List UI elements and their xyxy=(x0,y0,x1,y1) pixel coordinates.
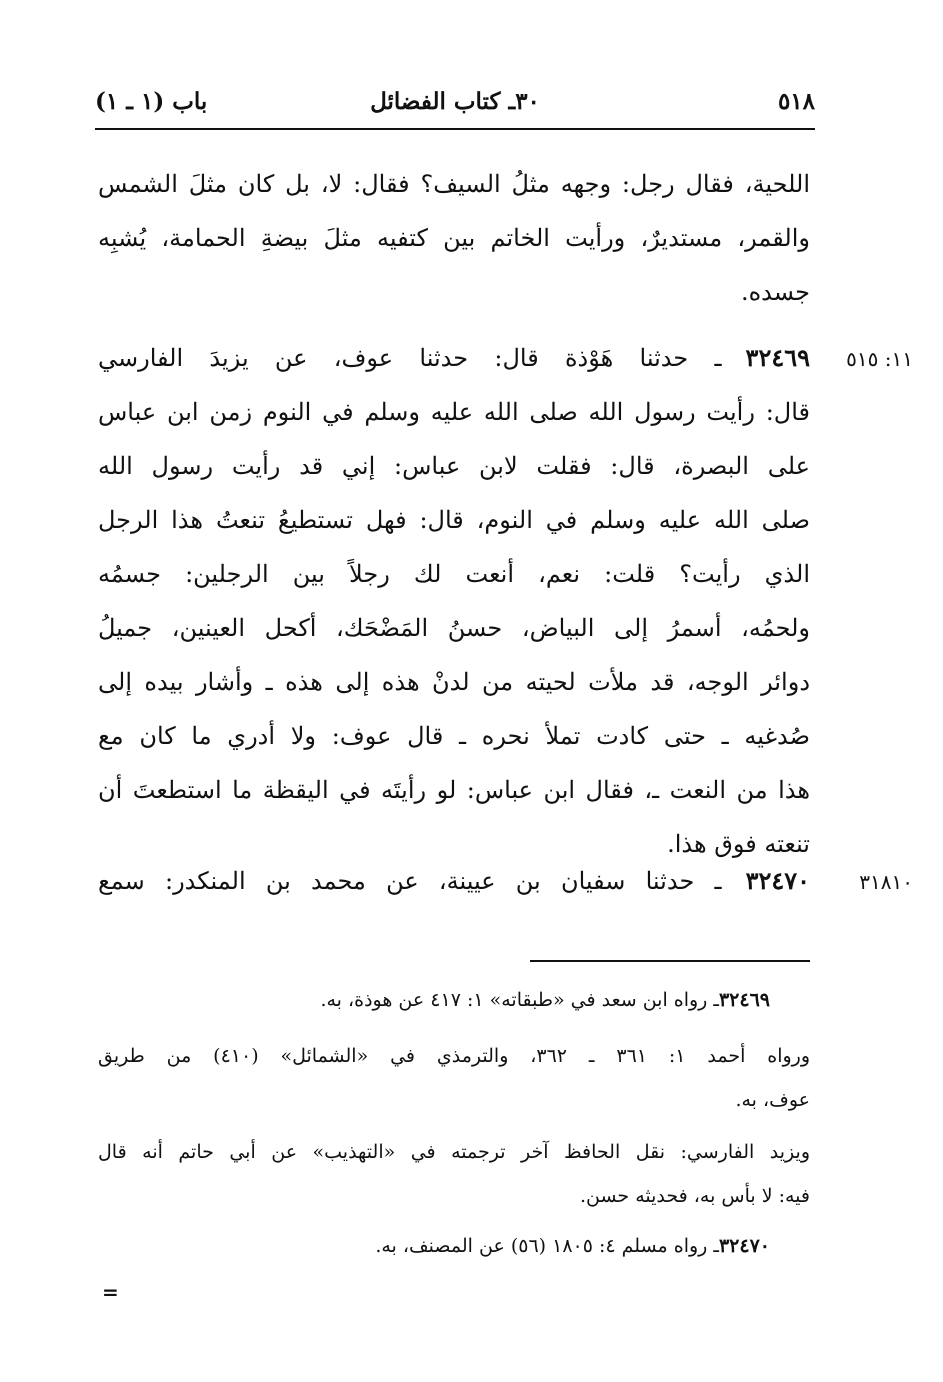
running-header xyxy=(95,84,815,124)
text-line: جسده. xyxy=(740,278,810,306)
text-line xyxy=(98,854,810,908)
text-line: على البصرة، قال: فقلت لابن عباس: إني قد رأيت رسول الله xyxy=(98,452,810,480)
text-line: دوائر الوجه، قد ملأت لحيته من لدنْ هذه إلى هذه ـ وأشار بيده إلى xyxy=(98,668,810,696)
footnotes xyxy=(98,1224,810,1268)
text-line: صُدغيه ـ حتى كادت تملأ نحره ـ قال عوف: ولا أدري ما كان مع xyxy=(98,722,810,750)
hadith-text: ـ حدثنا سفيان بن عيينة، عن محمد بن المنكدر: سمع xyxy=(98,867,722,895)
continuation-paragraph xyxy=(98,157,810,319)
page-number: ٥١٨ xyxy=(777,88,815,115)
text-line: صلى الله عليه وسلم في النوم، قال: فهل تستطيعُ تنعتُ هذا الرجل xyxy=(98,506,810,534)
book-title: ٣٠ـ كتاب الفضائل xyxy=(370,88,540,115)
footnote xyxy=(98,978,810,1022)
footnote xyxy=(98,1224,810,1268)
footnote-number: ٣٢٤٧٠ xyxy=(718,1235,770,1257)
footnotes xyxy=(98,978,810,1022)
footnotes xyxy=(98,1034,810,1122)
footnote-text: ـ رواه ابن سعد في «طبقاته» ١: ٤١٧ عن هوذة، به. xyxy=(320,989,719,1011)
footnote-line: ورواه أحمد ١: ٣٦١ ـ ٣٦٢، والترمذي في «الشمائل» (٤١٠) من طريق xyxy=(98,1045,811,1067)
header-rule xyxy=(95,128,815,130)
text-line: والقمر، مستديرٌ، ورأيت الخاتم بين كتفيه مثلَ بيضةِ الحمامة، يُشبِه xyxy=(98,224,810,252)
text-line xyxy=(98,331,810,385)
hadith-paragraph xyxy=(98,854,810,908)
hadith-text: ـ حدثنا هَوْذة قال: حدثنا عوف، عن يزيدَ الفارسي xyxy=(98,344,722,372)
hadith-number: ٣٢٤٧٠ xyxy=(745,866,811,895)
footnote-number: ٣٢٤٦٩ xyxy=(718,989,770,1011)
text-line: اللحية، فقال رجل: وجهه مثلُ السيف؟ فقال: لا، بل كان مثلَ الشمس xyxy=(98,170,810,198)
text-line: الذي رأيت؟ قلت: نعم، أنعت لك رجلاً بين الرجلين: جسمُه xyxy=(98,560,810,588)
text-line: ولحمُه، أسمرُ إلى البياض، حسنُ المَضْحَك، أكحل العينين، جميلُ xyxy=(98,614,810,642)
text-line: قال: رأيت رسول الله صلى الله عليه وسلم في النوم زمن ابن عباس xyxy=(98,398,810,426)
footnote-line: عوف، به. xyxy=(735,1089,810,1111)
footnotes xyxy=(98,1130,810,1218)
footnote-text: ـ رواه مسلم ٤: ١٨٠٥ (٥٦) عن المصنف، به. xyxy=(375,1235,719,1257)
hadith-paragraph xyxy=(98,331,810,871)
margin-reference: ١١: ٥١٥ xyxy=(846,347,913,371)
hadith-number: ٣٢٤٦٩ xyxy=(745,343,810,372)
footnote-line: فيه: لا بأس به، فحديثه حسن. xyxy=(579,1185,810,1207)
footnote-rule xyxy=(530,960,810,962)
text-line: تنعته فوق هذا. xyxy=(667,830,810,858)
margin-reference: ٣١٨١٠ xyxy=(859,870,913,894)
continuation-mark: = xyxy=(102,1280,119,1304)
footnote-line: ويزيد الفارسي: نقل الحافظ آخر ترجمته في «التهذيب» عن أبي حاتم أنه قال xyxy=(98,1141,810,1163)
text-line: هذا من النعت ـ، فقال ابن عباس: لو رأيتَه في اليقظة ما استطعتَ أن xyxy=(98,776,810,804)
chapter-title: باب (١ ـ ١) xyxy=(95,88,208,115)
